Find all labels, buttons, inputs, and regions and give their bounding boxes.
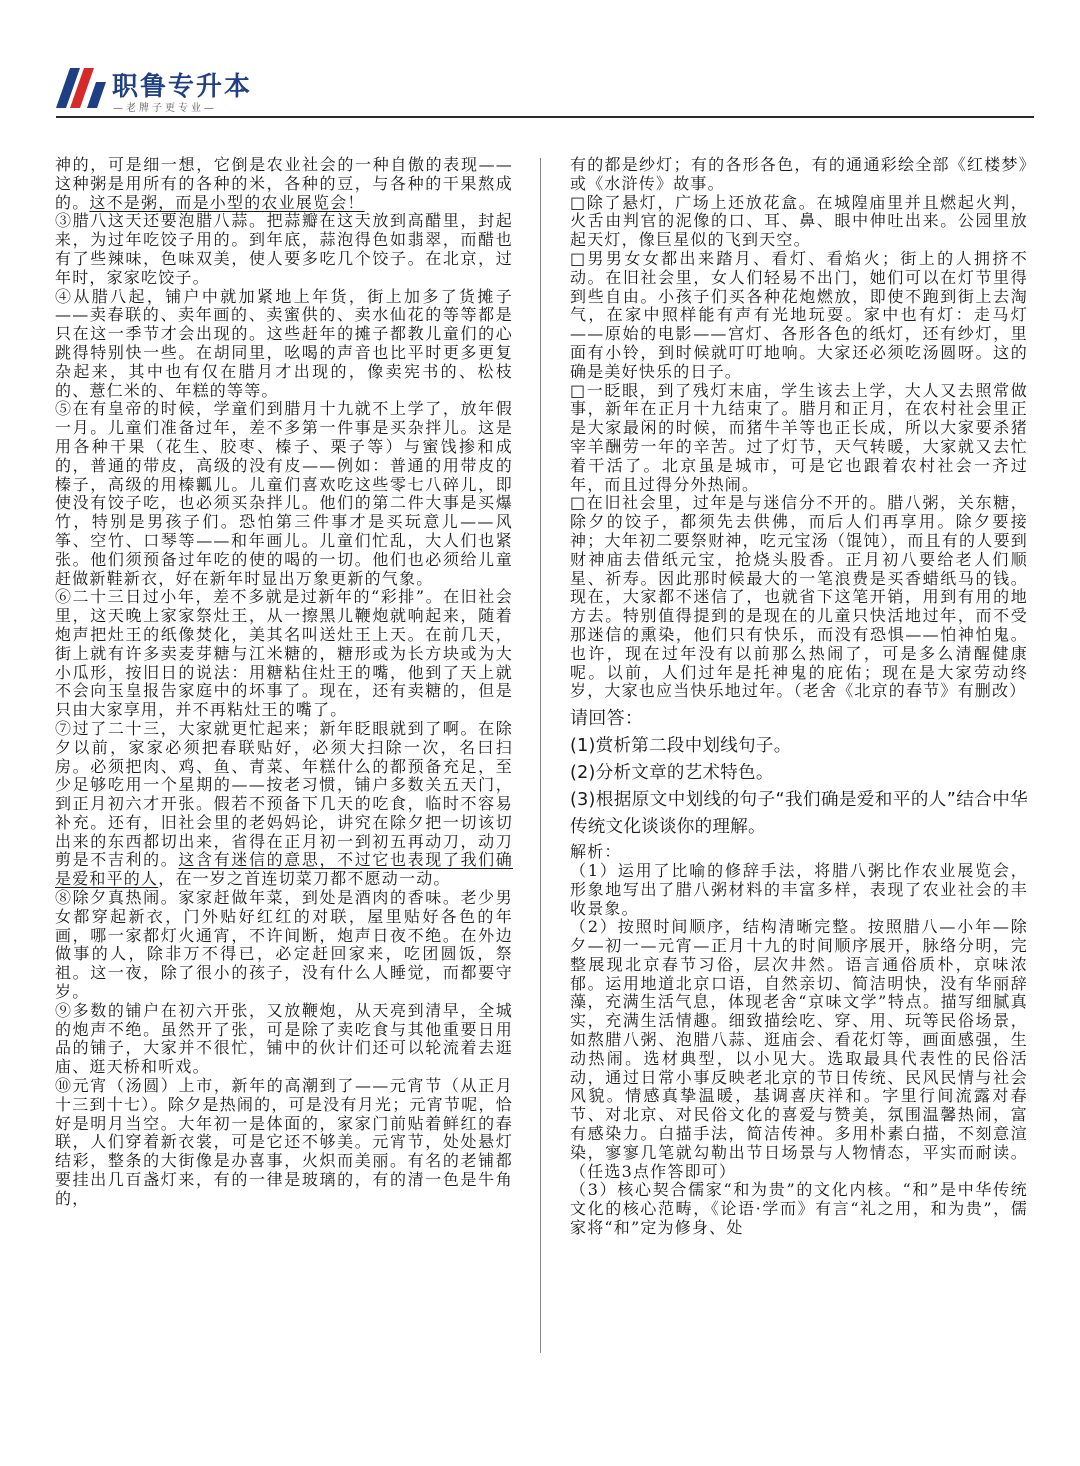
question-1: (1)赏析第二段中划线句子。	[570, 736, 792, 757]
brand-slogan: —老牌子更专业—	[113, 103, 217, 114]
paragraph-intro: 神的，可是细一想，它倒是农业社会的一种自傲的表现——这种粥是用所有的各种的米，各种的豆，与各种的干果熬成的。这不是粥，而是小型的农业展览会！	[55, 156, 513, 212]
paragraph-lanterns: □除了悬灯，广场上还放花盒。在城隍庙里并且燃起火判，火舌由判官的泥像的口、耳、鼻、眼中伸吐出来。公园里放起天灯，像巨星似的飞到天空。	[570, 192, 1028, 250]
answer-1: （1）运用了比喻的修辞手法，将腊八粥比作农业展览会，形象地写出了腊八粥材料的丰富多样，表现了农业社会的丰收景象。	[570, 860, 1028, 918]
brand-name: 职鲁专升本	[112, 72, 253, 102]
paragraph-superstition: □在旧社会里，过年是与迷信分不开的。腊八粥，关东糖，除夕的饺子，都须先去供佛，而后人们再享用。除夕要接神；大年初二要祭财神，吃元宝汤（馄饨），而且有的人要到财神庙去借纸元宝，抢烧头股香。正月初八要给老人们顺星、祈寿。因此那时候最大的一笔浪费是买香蜡纸马的钱。现在，大家都不迷信了，也就省下这笔开销，用到有用的地方去。特别值得提到的是现在的儿童只快活地过年，而不受那迷信的熏染，他们只有快乐，而没有恐惧——怕神怕鬼。也许，现在过年没有以前那么热闹了，可是多么清醒健康呢。以前，人们过年是托神鬼的庇佑；现在是大家劳动终岁，大家也应当快乐地过年。（老舍《北京的春节》有删改）	[570, 493, 1028, 701]
underlined-sentence-2: 这含有迷信的意思，不过它也表现了我们确是爱和平的人	[55, 850, 513, 889]
page-header	[0, 0, 1080, 120]
paragraph-4: ④从腊八起，铺户中就加紧地上年货，街上加多了货摊子——卖春联的、卖年画的、卖蜜供的、卖水仙花的等等都是只在这一季节才会出现的。这些赶年的摊子都教儿童们的心跳得特别快一些。在胡同里，吆喝的声音也比平时更多更复杂起来，其中也有仅在腊月才出现的，像卖宪书的、松枝的、薏仁米的、年糕的等等。	[55, 286, 513, 400]
brand-logo-icon	[56, 68, 106, 108]
paragraph-3: ③腊八这天还要泡腊八蒜。把蒜瓣在这天放到高醋里，封起来，为过年吃饺子用的。到年底，蒜泡得色如翡翠，而醋也有了些辣味，色味双美，使人要多吃几个饺子。在北京，过年时，家家吃饺子。	[55, 211, 513, 287]
right-column	[570, 156, 1028, 1356]
answer-3: （3）核心契合儒家“和为贵”的文化内核。“和”是中华传统文化的核心范畴，《论语·学而》有言“礼之用，和为贵”，儒家将“和”定为修身、处	[570, 1180, 1028, 1238]
column-divider	[540, 158, 541, 1353]
paragraph-5: ⑤在有皇帝的时候，学童们到腊月十九就不上学了，放年假一月。儿童们准备过年，差不多第一件事是买杂拌儿。这是用各种干果（花生、胶枣、榛子、栗子等）与蜜饯掺和成的，普通的带皮，高级的没有皮——例如：普通的用带皮的榛子，高级的用榛瓤儿。儿童们喜欢吃这些零七八碎儿，即使没有饺子吃，也必须买杂拌儿。他们的第二件大事是买爆竹，特别是男孩子们。恐怕第三件事才是买玩意儿——风筝、空竹、口琴等——和年画儿。儿童们忙乱，大人们也紧张。他们须预备过年吃的使的喝的一切。他们也必须给儿童赶做新鞋新衣，好在新年时显出万象更新的气象。	[55, 399, 513, 588]
question-3: (3)根据原文中划线的句子“我们确是爱和平的人”结合中华传统文化谈谈你的理解。	[570, 790, 1028, 838]
paragraph-8: ⑧除夕真热闹。家家赶做年菜，到处是酒肉的香味。老少男女都穿起新衣，门外贴好红红的对联，屋里贴好各色的年画，哪一家都灯火通宵，不许间断，炮声日夜不绝。在外边做事的人，除非万不得已，必定赶回家来，吃团圆饭，祭祖。这一夜，除了很小的孩子，没有什么人睡觉，而都要守岁。	[55, 888, 513, 1002]
left-column	[55, 156, 513, 1356]
paragraph-new-year-end: □一眨眼，到了残灯末庙，学生该去上学，大人又去照常做事，新年在正月十九结束了。腊月和正月，在农村社会里正是大家最闲的时候，而猪牛羊等也正长成，所以大家要杀猪宰羊酬劳一年的辛苦。过了灯节，天气转暖，大家就又去忙着干活了。北京虽是城市，可是它也跟着农村社会一齐过年，而且过得分外热闹。	[570, 380, 1028, 494]
analysis-label: 解析：	[570, 842, 622, 862]
underlined-sentence-1: 这不是粥，而是小型的农业展览会！	[89, 192, 365, 212]
answer-2: （2）按照时间顺序，结构清晰完整。按照腊八—小年—除夕—初一—元宵—正月十九的时间顺序展开，脉络分明，完整展现北京春节习俗，层次井然。语言通俗质朴，京味浓郁。运用地道北京口语，自然亲切、简洁明快，没有华丽辞藻，充满生活气息，体现老舍“京味文学”特点。描写细腻真实，充满生活情趣。细致描绘吃、穿、用、玩等民俗场景，如熬腊八粥、泡腊八蒜、逛庙会、看花灯等，画面感强，生动热闹。选材典型，以小见大。选取最具代表性的民俗活动，通过日常小事反映老北京的节日传统、民风民情与社会风貌。情感真挚温暖，基调喜庆祥和。字里行间流露对春节、对北京、对民俗文化的喜爱与赞美，氛围温馨热闹，富有感染力。白描手法，简洁传神。多用朴素白描，不刻意渲染，寥寥几笔就勾勒出节日场景与人物情态，平实而耐读。（任选3点作答即可）	[570, 917, 1028, 1181]
paragraph-9: ⑨多数的铺户在初六开张，又放鞭炮，从天亮到清早，全城的炮声不绝。虽然开了张，可是除了卖吃食与其他重要日用品的铺子，大家并不很忙，铺中的伙计们还可以轮流着去逛庙、逛天桥和听戏。	[55, 1000, 513, 1077]
paragraph-10: ⑩元宵（汤圆）上市，新年的高潮到了——元宵节（从正月十三到十七）。除夕是热闹的，可是没有月光；元宵节呢，恰好是明月当空。大年初一是体面的，家家门前贴着鲜红的春联，人们穿着新衣裳，可是它还不够美。元宵节，处处悬灯结彩，整条的大街像是办喜事，火炽而美丽。有名的老铺都要挂出几百盏灯来，有的一律是玻璃的，有的清一色是牛角的，	[55, 1076, 513, 1208]
header-divider	[56, 116, 1034, 118]
paragraph-continued: 有的都是纱灯；有的各形各色，有的通通彩绘全部《红楼梦》或《水浒传》故事。	[570, 156, 1028, 193]
paragraph-6: ⑥二十三日过小年，差不多就是过新年的“彩排”。在旧社会里，这天晚上家家祭灶王，从一擦黑儿鞭炮就响起来，随着炮声把灶王的纸像焚化，美其名叫送灶王上天。在前几天，街上就有许多卖麦芽糖与江米糖的，糖形或为长方块或为大小瓜形，按旧日的说法：用糖粘住灶王的嘴，他到了天上就不会向玉皇报告家庭中的坏事了。现在，还有卖糖的，但是只由大家享用，并不再粘灶王的嘴了。	[55, 587, 513, 720]
paragraph-7: ⑦过了二十三，大家就更忙起来；新年眨眼就到了啊。在除夕以前，家家必须把春联贴好，必须大扫除一次，名曰扫房。必须把肉、鸡、鱼、青菜、年糕什么的都预备充足，至少足够吃用一个星期的——按老习惯，铺户多数关五天门，到正月初六才开张。假若不预备下几天的吃食，临时不容易补充。还有，旧社会里的老妈妈论，讲究在除夕把一切该切出来的东西都切出来，省得在正月初一到初五再动刀，动刀剪是不吉利的。这含有迷信的意思，不过它也表现了我们确是爱和平的人，在一岁之首连切菜刀都不愿动一动。	[55, 718, 513, 889]
question-2: (2)分析文章的艺术特色。	[570, 763, 774, 784]
paragraph-festival-crowds: □男男女女都出来踏月、看灯、看焰火；街上的人拥挤不动。在旧社会里，女人们轻易不出门，她们可以在灯节里得到些自由。小孩子们买各种花炮燃放，即使不跑到街上去淘气，在家中照样能有声有光地玩耍。家中也有灯：走马灯——原始的电影——宫灯、各形各色的纸灯，还有纱灯，里面有小铃，到时候就叮叮地响。大家还必须吃汤圆呀。这的确是美好快乐的日子。	[570, 248, 1028, 381]
questions-heading: 请回答：	[570, 708, 644, 730]
